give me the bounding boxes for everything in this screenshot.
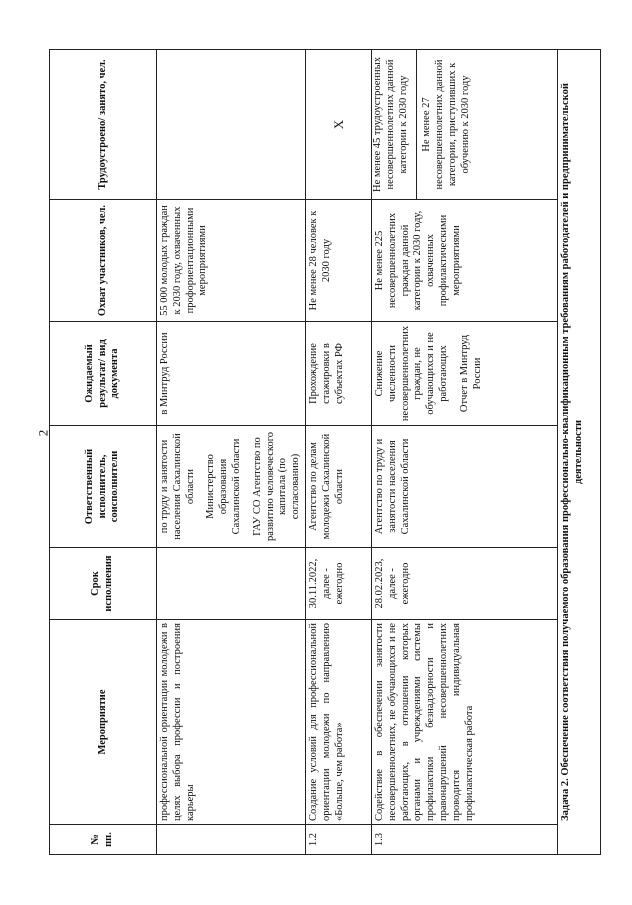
header-coverage: Охват участников, чел. bbox=[50, 200, 157, 322]
cell-result: Прохождение стажировки в субъектах РФ bbox=[305, 322, 371, 426]
table-row bbox=[157, 50, 306, 855]
responsible-line: по труду и занятости населения Сахалинской области bbox=[159, 433, 196, 540]
result-line: Снижение численности несовершеннолетних граждан, не обучающихся и не работающих bbox=[373, 325, 449, 422]
cell-result: в Минтруд России bbox=[157, 322, 306, 426]
cell-result bbox=[371, 322, 557, 426]
cell-responsible bbox=[157, 426, 306, 548]
task-heading: Задача 2. Обеспечение соответствия получаемого образования профессионально-квалификационным требованиям работодателей и предпринимательской деятельности bbox=[557, 50, 600, 855]
employed-line: Не менее 45 трудоустроенных несовершеннолетних данной категории к 2030 году bbox=[372, 50, 417, 199]
responsible-line: Министерство образования Сахалинской области bbox=[205, 438, 242, 535]
cell-num: 1.3 bbox=[371, 825, 557, 855]
cell-num bbox=[157, 825, 306, 855]
header-responsible: Ответственный исполнитель, соисполнители bbox=[50, 426, 157, 548]
header-num: № пп. bbox=[50, 825, 157, 855]
cell-coverage: Не менее 28 человек к 2030 году bbox=[305, 200, 371, 322]
cell-employed bbox=[157, 50, 306, 200]
cell-deadline bbox=[157, 548, 306, 620]
header-result: Ожидаемый результат/ вид документа bbox=[50, 322, 157, 426]
cell-deadline: 30.11.2022, далее - ежегодно bbox=[305, 548, 371, 620]
cell-event: Содействие в обеспечении занятости несовершеннолетних, не обучающихся и не работающих, в отношении которых органами и учреждениями системы профилактики безнадзорности и правонарушений несовершеннолетних проводится индивидуальная профилактическая работа bbox=[371, 620, 557, 825]
result-line: Отчет в Минтруд России bbox=[458, 334, 483, 413]
page-number: 2 bbox=[35, 429, 51, 437]
cell-event: Создание условий для профессиональной ориентации молодежи по направлению «Больше, чем работа» bbox=[305, 620, 371, 825]
rotated-table-wrapper bbox=[49, 50, 584, 855]
cell-employed: X bbox=[305, 50, 371, 200]
responsible-line: ГАУ СО Агентство по развитию человеческого капитала (по согласованию) bbox=[251, 432, 302, 542]
employed-line: Не менее 27 несовершеннолетних данной категории, приступивших к обучению к 2030 году bbox=[421, 59, 471, 190]
cell-coverage: 55 000 молодых граждан к 2030 году, охваченных профориентационными мероприятиями bbox=[157, 200, 306, 322]
plan-table bbox=[49, 49, 601, 855]
header-employed: Трудоустроено/ занято, чел. bbox=[50, 50, 157, 200]
cell-coverage: Не менее 225 несовершеннолетних граждан данной категории к 2030 году, охваченных профилактическими мероприятиями bbox=[371, 200, 557, 322]
cell-responsible: Агентство по делам молодежи Сахалинской области bbox=[305, 426, 371, 548]
table-row bbox=[371, 50, 557, 855]
table-row bbox=[305, 50, 371, 855]
cell-event: профессиональной ориентации молодежи в целях выбора профессии и построения карьеры bbox=[157, 620, 306, 825]
cell-deadline: 28.02.2023, далее - ежегодно bbox=[371, 548, 557, 620]
header-deadline: Срок исполнения bbox=[50, 548, 157, 620]
header-row bbox=[50, 50, 157, 855]
header-event: Мероприятие bbox=[50, 620, 157, 825]
cell-employed bbox=[371, 50, 557, 200]
cell-num: 1.2 bbox=[305, 825, 371, 855]
cell-responsible: Агентство по труду и занятости населения Сахалинской области bbox=[371, 426, 557, 548]
task-row bbox=[557, 50, 600, 855]
